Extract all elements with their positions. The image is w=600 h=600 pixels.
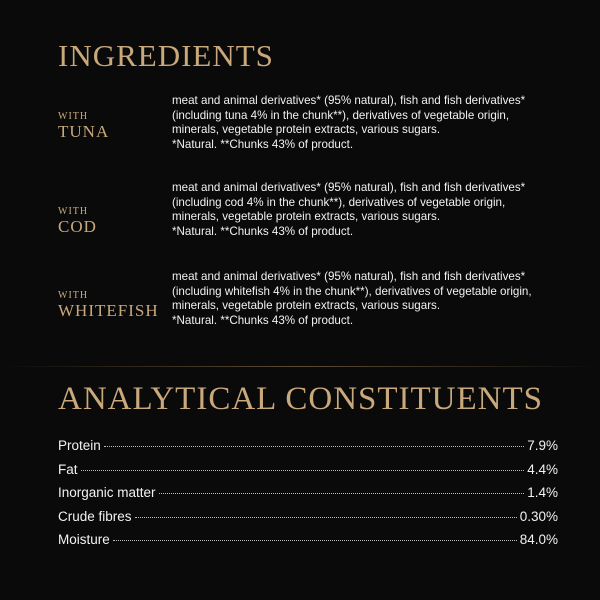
constituents-list bbox=[58, 438, 558, 556]
dot-leader bbox=[104, 446, 524, 447]
variant-label-tuna bbox=[58, 112, 109, 140]
constituent-label: Crude fibres bbox=[58, 508, 132, 524]
ingredient-description-tuna bbox=[172, 94, 542, 152]
ingredient-note: *Natural. **Chunks 43% of product. bbox=[172, 224, 354, 238]
dot-leader bbox=[113, 540, 517, 541]
dot-leader bbox=[81, 470, 525, 471]
constituent-value: 4.4% bbox=[527, 461, 558, 477]
ingredient-text: meat and animal derivatives* (95% natural), fish and fish derivatives* (including tuna 4% in the chunk**), derivatives of vegetable origin, minerals, vegetable protein extracts, various sugars. bbox=[172, 94, 526, 137]
constituent-value: 0.30% bbox=[519, 508, 558, 524]
ingredient-note: *Natural. **Chunks 43% of product. bbox=[172, 137, 354, 151]
constituent-label: Protein bbox=[58, 438, 101, 453]
variant-with-label: WITH bbox=[58, 206, 89, 217]
variant-label-cod bbox=[58, 207, 97, 235]
ingredient-note: *Natural. **Chunks 43% of product. bbox=[172, 313, 354, 327]
ingredient-text: meat and animal derivatives* (95% natural), fish and fish derivatives* (including whitefish 4% in the chunk**), derivatives of vegetable origin, minerals, vegetable protein extracts, various sugars. bbox=[172, 270, 532, 313]
section-divider bbox=[0, 366, 600, 367]
constituent-row-moisture bbox=[58, 532, 558, 556]
constituent-row-protein bbox=[58, 438, 558, 462]
ingredient-description-cod bbox=[172, 181, 542, 239]
ingredient-text: meat and animal derivatives* (95% natural), fish and fish derivatives* (including cod 4% in the chunk**), derivatives of vegetable origin, minerals, vegetable protein extracts, various sugars. bbox=[172, 181, 526, 224]
variant-name: TUNA bbox=[58, 121, 110, 141]
ingredient-description-whitefish bbox=[172, 270, 542, 328]
dot-leader bbox=[135, 517, 517, 518]
variant-label-whitefish bbox=[58, 291, 159, 319]
constituent-row-fat bbox=[58, 462, 558, 486]
constituent-label: Moisture bbox=[58, 532, 110, 548]
constituent-value: 84.0% bbox=[519, 532, 558, 548]
variant-name: WHITEFISH bbox=[58, 300, 159, 320]
variant-name: COD bbox=[58, 216, 97, 236]
constituent-row-crude-fibres bbox=[58, 509, 558, 533]
variant-with-label: WITH bbox=[58, 290, 89, 301]
analytical-title: ANALYTICAL CONSTITUENTS bbox=[58, 381, 544, 417]
constituent-label: Inorganic matter bbox=[58, 485, 156, 501]
constituent-row-inorganic-matter bbox=[58, 485, 558, 509]
ingredients-title: INGREDIENTS bbox=[58, 38, 274, 73]
constituent-value: 7.9% bbox=[527, 438, 558, 453]
variant-with-label: WITH bbox=[58, 111, 89, 122]
constituent-value: 1.4% bbox=[527, 485, 558, 501]
constituent-label: Fat bbox=[58, 461, 78, 477]
dot-leader bbox=[159, 493, 525, 494]
